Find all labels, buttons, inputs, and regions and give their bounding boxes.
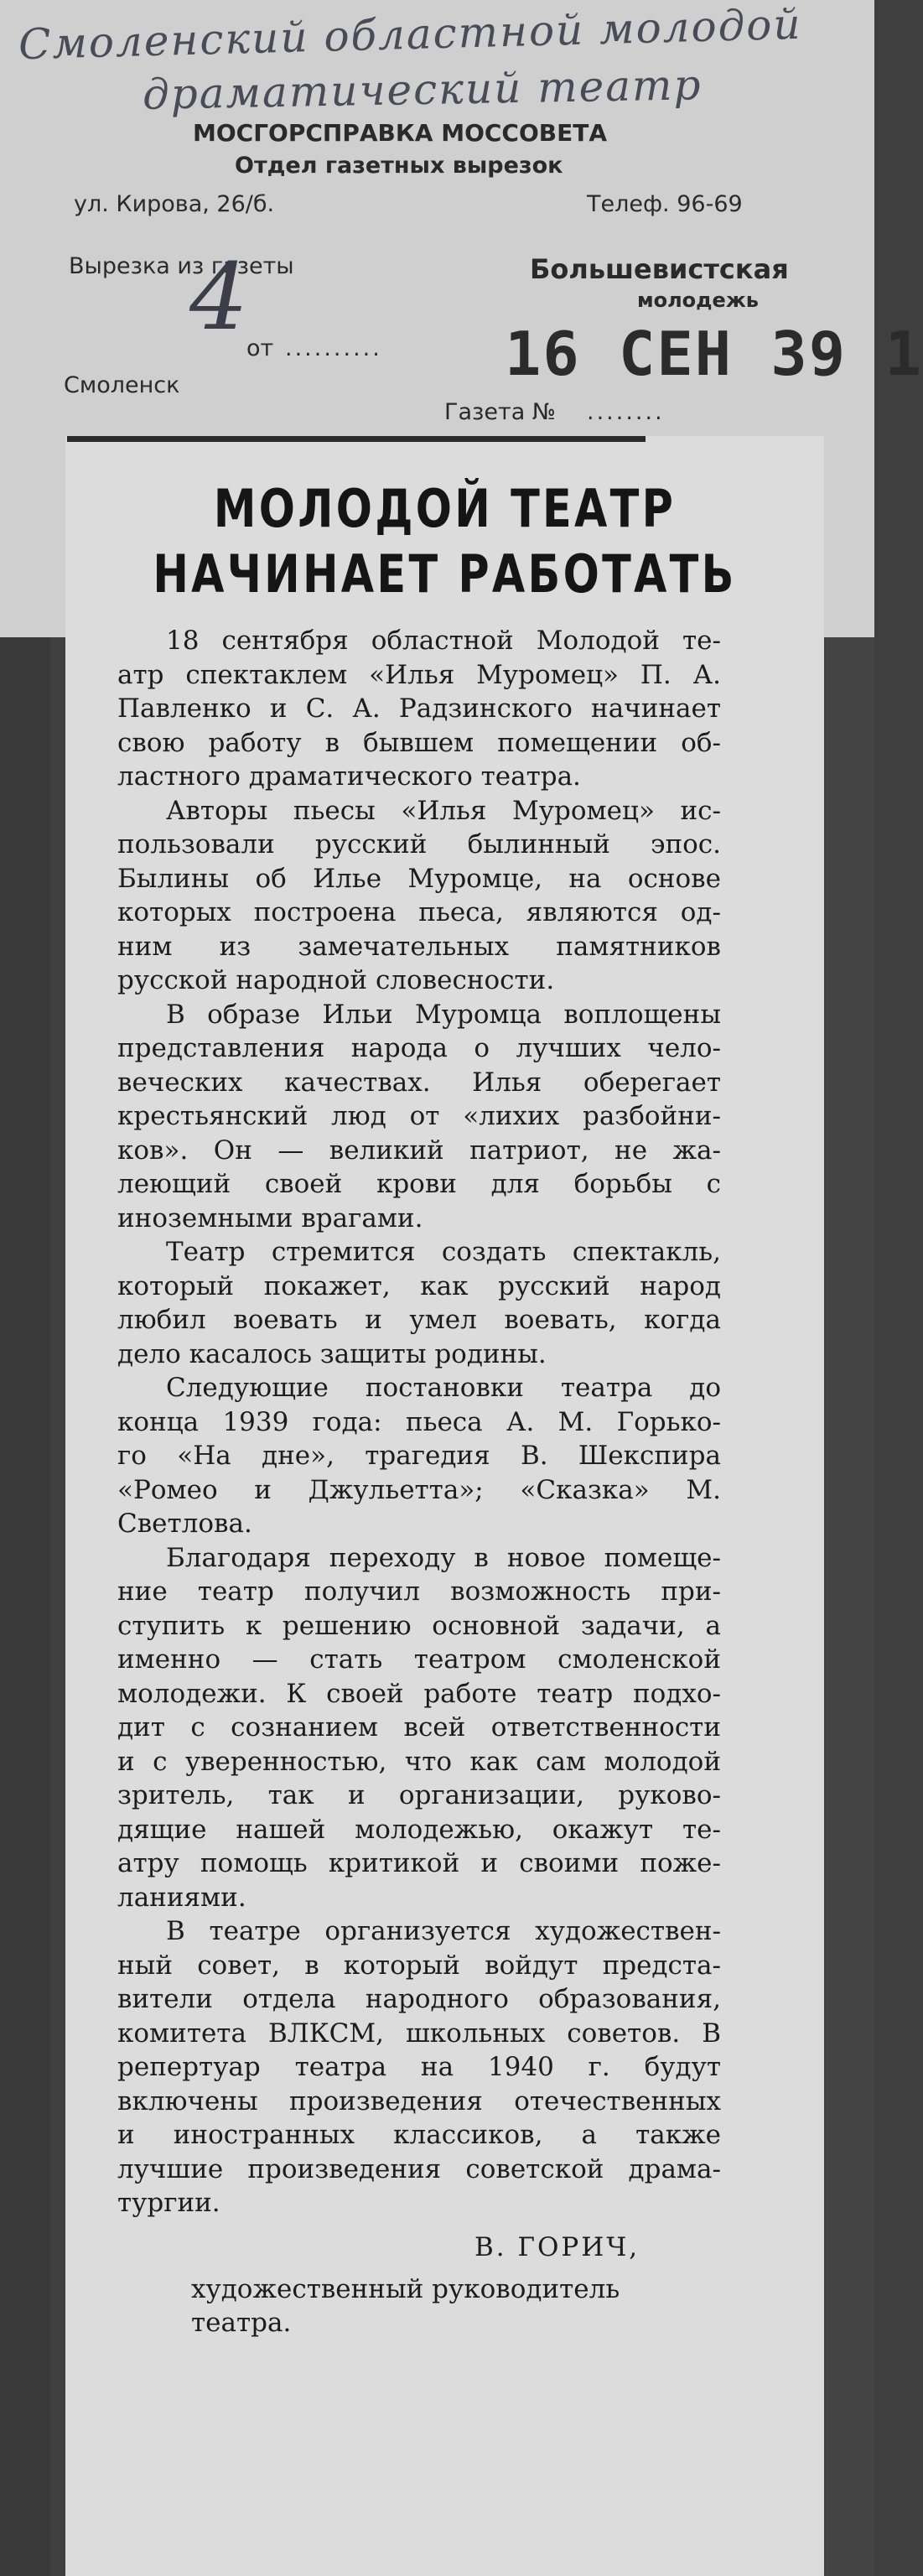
headline-line-2: НАЧИНАЕТ РАБОТАТЬ xyxy=(153,543,737,605)
article-line: Былины об Илье Муромце, на основе xyxy=(117,863,721,894)
article-line: «Ромео и Джульетта»; «Сказка» М. xyxy=(117,1474,721,1505)
newspaper-no-dots: ........ xyxy=(587,399,665,425)
article-line: атру помощь критикой и своими поже- xyxy=(117,1848,721,1878)
article-line: дело касалось защиты родины. xyxy=(117,1338,547,1369)
article-line: включены произведения отечественных xyxy=(117,2085,721,2116)
agency-name: МОСГОРСПРАВКА МОССОВЕТА xyxy=(193,119,608,147)
signature-role-line: театра. xyxy=(191,2307,292,2338)
article-line: го «На дне», трагедия В. Шекспира xyxy=(117,1441,721,1471)
article-line: конца 1939 года: пьеса А. М. Горько- xyxy=(117,1406,721,1437)
article-line: Следующие постановки театра до xyxy=(166,1373,721,1403)
article-line: репертуар театра на 1940 г. будут xyxy=(117,2052,721,2082)
city: Смоленск xyxy=(64,372,180,398)
newspaper-name-line-1: Большевистская xyxy=(530,253,789,285)
article-line: комитета ВЛКСМ, школьных советов. В xyxy=(117,2018,721,2049)
article-line: пользовали русский былинный эпос. xyxy=(117,829,721,860)
from-label: от xyxy=(246,335,274,361)
article-line: тургии. xyxy=(117,2188,220,2218)
article-line: вители отдела народного образования, xyxy=(117,1984,721,2014)
article-line: Павленко и С. А. Радзинского начинает xyxy=(117,693,721,724)
clipping-from-label: Вырезка из газеты xyxy=(69,253,294,279)
article-line: ков». Он — великий патриот, не жа- xyxy=(117,1135,721,1166)
article-line: именно — стать театром смоленской xyxy=(117,1644,721,1675)
newspaper-no-label: Газета № xyxy=(444,399,556,425)
article-line: Театр стремится создать спектакль, xyxy=(166,1237,721,1267)
handwritten-note-line-1: Смоленский областной молодой xyxy=(18,0,803,70)
article-line: В театре организуется художествен- xyxy=(166,1916,721,1946)
signature-role-line: художественный руководитель xyxy=(191,2273,620,2304)
article-line: любил воевать и умел воевать, когда xyxy=(117,1305,721,1335)
article-line: ние театр получил возможность при- xyxy=(117,1576,721,1607)
headline-line-1: МОЛОДОЙ ТЕАТР xyxy=(213,478,677,539)
article-line: молодежи. К своей работе театр подхо- xyxy=(117,1678,721,1709)
date-stamp: 16 СЕН 39 1 xyxy=(505,319,923,389)
article-line: крестьянский люд от «лихих разбойни- xyxy=(117,1101,721,1131)
from-dots: .......... xyxy=(285,335,382,361)
signature-name: В. ГОРИЧ, xyxy=(474,2231,640,2262)
article-line: дит с сознанием всей ответственности xyxy=(117,1712,721,1742)
article-line: русской народной словесности. xyxy=(117,965,555,995)
phone: Телеф. 96-69 xyxy=(587,191,743,217)
article-line: В образе Ильи Муромца воплощены xyxy=(166,999,721,1030)
article-line: и иностранных классиков, а также xyxy=(117,2120,721,2150)
article-line: иноземными врагами. xyxy=(117,1202,423,1233)
article-line: 18 сентября областной Молодой те- xyxy=(166,626,721,656)
article-line: леющий своей крови для борьбы с xyxy=(117,1169,721,1199)
article-line: веческих качествах. Илья оберегает xyxy=(117,1067,721,1098)
newspaper-clipping xyxy=(65,436,824,2576)
background-edge-right xyxy=(826,637,874,2576)
department-name: Отдел газетных вырезок xyxy=(235,153,563,179)
address: ул. Кирова, 26/б. xyxy=(74,191,275,217)
article-line: которых построена пьеса, являются од- xyxy=(117,897,721,927)
divider-rule xyxy=(67,436,646,442)
article-line: и с уверенностью, что как сам молодой xyxy=(117,1746,721,1777)
article-line: Благодаря переходу в новое помеще- xyxy=(166,1542,721,1573)
article-line: ступить к решению основной задачи, а xyxy=(117,1610,721,1641)
article-line: представления народа о лучших чело- xyxy=(117,1033,721,1063)
article-line: лучшие произведения советской драма- xyxy=(117,2153,721,2184)
article-line: ластного драматического театра. xyxy=(117,761,581,792)
article-line: ним из замечательных памятников xyxy=(117,931,721,962)
article-line: атр спектаклем «Илья Муромец» П. А. xyxy=(117,659,721,690)
article-line: свою работу в бывшем помещении об- xyxy=(117,727,721,758)
handwritten-note-line-2: драматический театр xyxy=(142,60,703,119)
article-line: зритель, так и организации, руково- xyxy=(117,1780,721,1810)
background-edge-left xyxy=(0,637,50,2576)
handwritten-number: 4 xyxy=(189,243,248,351)
article-line: Светлова. xyxy=(117,1509,252,1539)
article-line: Авторы пьесы «Илья Муромец» ис- xyxy=(166,795,721,826)
newspaper-name-line-2: молодежь xyxy=(637,288,759,312)
article-line: который покажет, как русский народ xyxy=(117,1270,721,1301)
article-line: ланиями. xyxy=(117,1882,246,1913)
article-line: ный совет, в который войдут предста- xyxy=(117,1950,721,1981)
article-line: дящие нашей молодежью, окажут те- xyxy=(117,1814,721,1845)
